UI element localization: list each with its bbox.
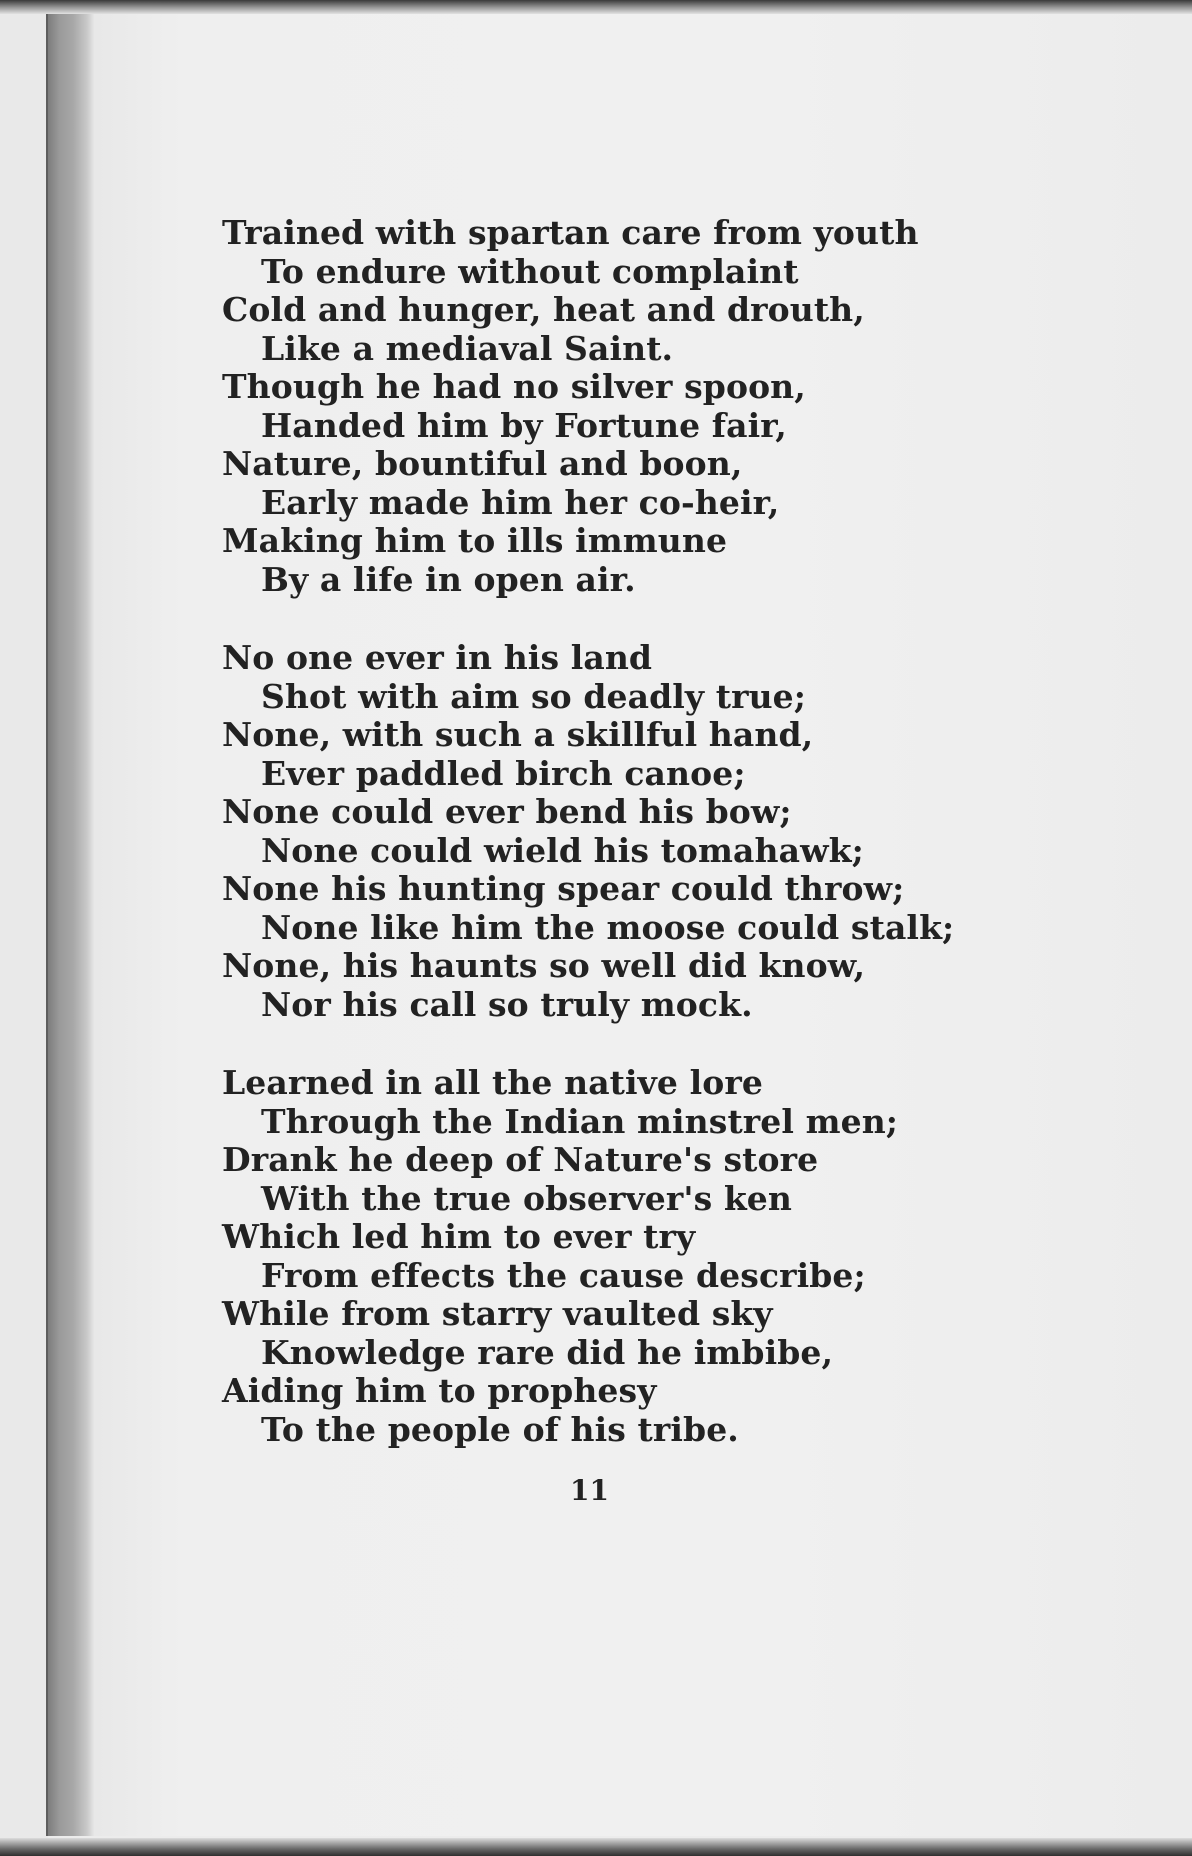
- poem-line: None his hunting spear could throw;: [222, 869, 905, 908]
- poem-line: Nor his call so truly mock.: [261, 984, 753, 1024]
- poem-line: Shot with aim so deadly true;: [261, 676, 807, 716]
- poem-line: By a life in open air.: [261, 559, 636, 599]
- poem-line: None, with such a skillful hand,: [222, 715, 814, 754]
- poem-line: Trained with spartan care from youth: [222, 213, 919, 252]
- poem-line: None could ever bend his bow;: [222, 792, 792, 831]
- poem-line: Nature, bountiful and boon,: [222, 444, 743, 483]
- poem-line: Aiding him to prophesy: [222, 1371, 657, 1410]
- poem-line: None could wield his tomahawk;: [261, 830, 864, 870]
- poem-line: Drank he deep of Nature's store: [222, 1140, 819, 1179]
- poem-line: To the people of his tribe.: [261, 1409, 739, 1449]
- poem-line: Knowledge rare did he imbibe,: [261, 1332, 834, 1372]
- poem-line: Cold and hunger, heat and drouth,: [222, 290, 865, 329]
- poem-line: None, his haunts so well did know,: [222, 946, 866, 985]
- facing-page-edge: [0, 0, 48, 1856]
- poem-line: From effects the cause describe;: [261, 1255, 866, 1295]
- poem-line: Early made him her co-heir,: [261, 482, 780, 522]
- poem-body: [222, 214, 982, 1489]
- stanza: [222, 1064, 982, 1449]
- top-scan-border: [0, 0, 1192, 14]
- poem-line: Handed him by Fortune fair,: [261, 405, 787, 445]
- stanza: [222, 214, 982, 599]
- poem-line: While from starry vaulted sky: [222, 1294, 773, 1333]
- page-number: 11: [570, 1474, 609, 1507]
- poem-line: Ever paddled birch canoe;: [261, 753, 746, 793]
- poem-line: Though he had no silver spoon,: [222, 367, 806, 406]
- poem-line: Like a mediaval Saint.: [261, 328, 674, 368]
- poem-line: With the true observer's ken: [261, 1178, 792, 1218]
- poem-line: None like him the moose could stalk;: [261, 907, 955, 947]
- poem-line: Which led him to ever try: [222, 1217, 696, 1256]
- poem-line: Through the Indian minstrel men;: [261, 1101, 899, 1141]
- poem-line: No one ever in his land: [222, 638, 653, 677]
- poem-line: Learned in all the native lore: [222, 1063, 763, 1102]
- poem-line: Making him to ills immune: [222, 521, 728, 560]
- stanza: [222, 639, 982, 1024]
- poem-line: To endure without complaint: [261, 251, 799, 291]
- book-gutter: [48, 10, 94, 1836]
- bottom-scan-border: [0, 1838, 1192, 1856]
